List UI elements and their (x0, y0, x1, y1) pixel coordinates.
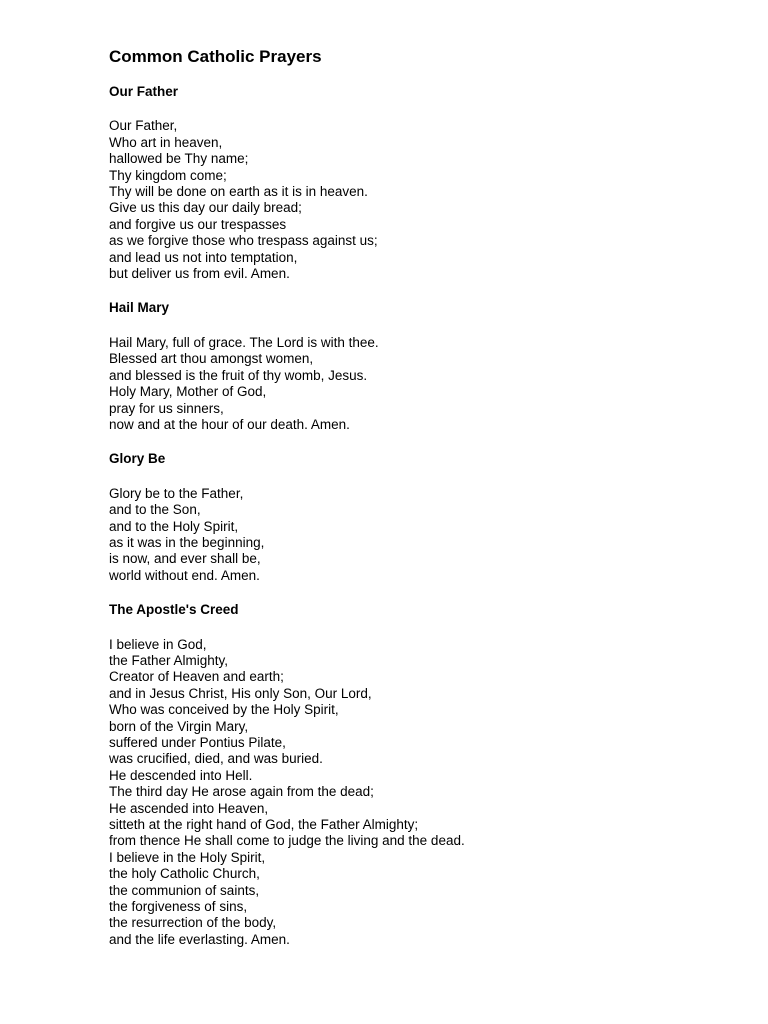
prayer-line: and the life everlasting. Amen. (109, 931, 290, 947)
prayer-line: The third day He arose again from the dead; (109, 784, 374, 800)
prayer-line: the forgiveness of sins, (109, 899, 248, 915)
prayer-section-our-father (109, 84, 729, 282)
prayer-section-hail-mary (109, 300, 729, 433)
prayer-section-apostles-creed (109, 602, 729, 948)
prayer-line: born of the Virgin Mary, (109, 718, 249, 734)
prayer-line: sitteth at the right hand of God, the Father Almighty; (109, 817, 419, 833)
prayer-line: I believe in the Holy Spirit, (109, 849, 266, 865)
prayer-line: and in Jesus Christ, His only Son, Our Lord, (109, 685, 372, 701)
prayer-line: was crucified, died, and was buried. (109, 751, 323, 767)
document-page (109, 46, 729, 948)
prayer-line: the holy Catholic Church, (109, 866, 260, 882)
prayer-line: now and at the hour of our death. Amen. (109, 416, 350, 432)
prayer-line: and blessed is the fruit of thy womb, Jesus. (109, 367, 368, 383)
prayer-line: He ascended into Heaven, (109, 800, 269, 816)
document-title: Common Catholic Prayers (109, 47, 322, 66)
prayer-line: Glory be to the Father, (109, 485, 244, 501)
prayer-line: and lead us not into temptation, (109, 249, 298, 265)
prayer-line: the resurrection of the body, (109, 915, 277, 931)
prayer-text (109, 118, 729, 282)
prayer-text (109, 486, 729, 584)
prayer-text (109, 335, 729, 433)
prayer-line: but deliver us from evil. Amen. (109, 266, 290, 282)
prayer-line: Blessed art thou amongst women, (109, 351, 314, 367)
prayer-line: and forgive us our trespasses (109, 216, 287, 232)
prayer-line: the Father Almighty, (109, 652, 229, 668)
prayer-line: as we forgive those who trespass against us; (109, 233, 378, 249)
prayer-line: as it was in the beginning, (109, 534, 265, 550)
prayer-line: Give us this day our daily bread; (109, 200, 302, 216)
prayer-line: suffered under Pontius Pilate, (109, 735, 286, 750)
prayer-line: from thence He shall come to judge the living and the dead. (109, 833, 465, 849)
prayer-line: Hail Mary, full of grace. The Lord is with thee. (109, 334, 379, 350)
prayer-heading: Our Father (109, 84, 179, 99)
prayer-line: the communion of saints, (109, 882, 260, 898)
prayer-line: hallowed be Thy name; (109, 151, 249, 167)
prayer-line: I believe in God, (109, 636, 207, 652)
prayer-line: and to the Holy Spirit, (109, 518, 239, 534)
prayer-line: is now, and ever shall be, (109, 551, 261, 567)
prayer-heading: Hail Mary (109, 300, 170, 316)
prayer-heading: The Apostle's Creed (109, 602, 239, 618)
prayer-line: Who was conceived by the Holy Spirit, (109, 702, 339, 718)
prayer-line: Our Father, (109, 118, 178, 134)
prayer-line: and to the Son, (109, 502, 201, 518)
prayer-line: He descended into Hell. (109, 767, 253, 783)
prayer-text (109, 637, 729, 949)
prayer-line: Thy kingdom come; (109, 167, 227, 183)
prayer-heading: Glory Be (109, 451, 166, 467)
prayer-line: pray for us sinners, (109, 400, 224, 416)
prayer-line: world without end. Amen. (109, 567, 260, 583)
prayer-line: Holy Mary, Mother of God, (109, 384, 267, 400)
prayer-section-glory-be (109, 451, 729, 584)
prayer-line: Creator of Heaven and earth; (109, 669, 284, 685)
prayer-line: Who art in heaven, (109, 134, 223, 150)
prayer-line: Thy will be done on earth as it is in heaven. (109, 184, 368, 200)
